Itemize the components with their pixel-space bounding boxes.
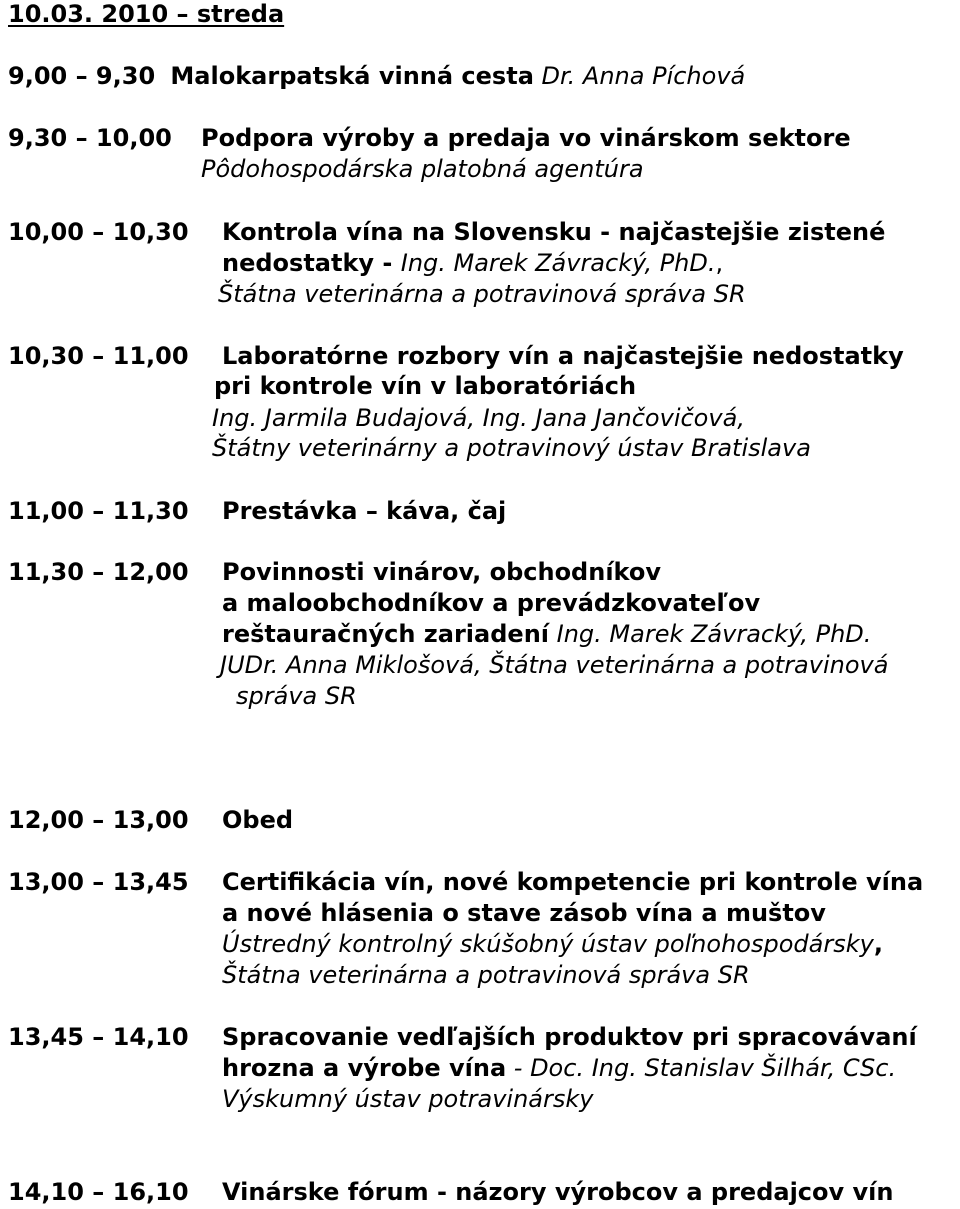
session-9-title-line1: Spracovanie vedľajších produktov pri spracovávaní <box>222 1023 917 1051</box>
session-2-title: Podpora výroby a predaja vo vinárskom sektore <box>201 124 851 152</box>
session-3-title-line2-group <box>222 251 723 275</box>
session-9-time: 13,45 – 14,10 <box>8 1023 189 1051</box>
session-3-title-line2: nedostatky - <box>222 249 401 277</box>
session-1 <box>8 64 745 88</box>
session-10-title: Vinárske fórum - názory výrobcov a predajcov vín <box>222 1178 894 1206</box>
session-8-time: 13,00 – 13,45 <box>8 868 189 896</box>
session-title: Malokarpatská vinná cesta <box>170 62 534 90</box>
session-4-time: 10,30 – 11,00 <box>8 342 189 370</box>
session-4-speakers: Ing. Jarmila Budajová, Ing. Jana Jančovičová, <box>212 404 745 432</box>
session-3-time: 10,00 – 10,30 <box>8 218 189 246</box>
session-8-org-line2: Štátna veterinárna a potravinová správa SR <box>222 961 750 989</box>
session-speaker: Dr. Anna Píchová <box>533 62 746 90</box>
session-time: 9,00 – 9,30 <box>8 62 156 90</box>
session-9-title-line2-group <box>222 1056 896 1080</box>
session-9-org: Výskumný ústav potravinársky <box>222 1085 594 1113</box>
session-7-title: Obed <box>222 806 294 834</box>
session-2-org: Pôdohospodárska platobná agentúra <box>201 155 644 183</box>
session-8-org-line1: Ústredný kontrolný skúšobný ústav poľnohospodársky <box>222 930 874 958</box>
session-2-time: 9,30 – 10,00 <box>8 124 172 152</box>
session-6-time: 11,30 – 12,00 <box>8 558 189 586</box>
session-6-title-line3-group <box>222 622 871 646</box>
session-5-title: Prestávka – káva, čaj <box>222 497 507 525</box>
session-7-time: 12,00 – 13,00 <box>8 806 189 834</box>
session-4-title-line1: Laboratórne rozbory vín a najčastejšie nedostatky <box>222 342 904 370</box>
session-6-speaker-line1: Ing. Marek Závracký, PhD. <box>549 620 872 648</box>
session-6-title-line2: a maloobchodníkov a prevádzkovateľov <box>222 589 761 617</box>
session-8-org-line1-group <box>222 932 883 956</box>
session-3-org: Štátna veterinárna a potravinová správa SR <box>218 280 746 308</box>
session-9-speaker: - Doc. Ing. Stanislav Šilhár, CSc. <box>506 1054 897 1082</box>
session-6-speaker-line2: JUDr. Anna Miklošová, Štátna veterinárna a potravinová <box>220 651 889 679</box>
session-6-title-line1: Povinnosti vinárov, obchodníkov <box>222 558 661 586</box>
session-3-speaker-suffix: , <box>715 249 724 277</box>
session-9-title-line2: hrozna a výrobe vína <box>222 1054 507 1082</box>
date-heading: 10.03. 2010 – streda <box>8 0 285 28</box>
session-5-time: 11,00 – 11,30 <box>8 497 189 525</box>
session-8-title-line2: a nové hlásenia o stave zásob vína a muštov <box>222 899 826 927</box>
session-10-time: 14,10 – 16,10 <box>8 1178 189 1206</box>
session-8-org-line1-suffix: , <box>873 930 883 958</box>
session-8-title-line1: Certifikácia vín, nové kompetencie pri kontrole vína <box>222 868 924 896</box>
session-4-title-line2: pri kontrole vín v laboratóriách <box>214 372 637 400</box>
session-6-speaker-line3: správa SR <box>236 682 357 710</box>
session-4-org: Štátny veterinárny a potravinový ústav Bratislava <box>212 434 811 462</box>
session-6-title-line3: reštauračných zariadení <box>222 620 549 648</box>
session-3-title-line1: Kontrola vína na Slovensku - najčastejšie zistené <box>222 218 886 246</box>
session-3-speaker: Ing. Marek Závracký, PhD. <box>400 249 716 277</box>
